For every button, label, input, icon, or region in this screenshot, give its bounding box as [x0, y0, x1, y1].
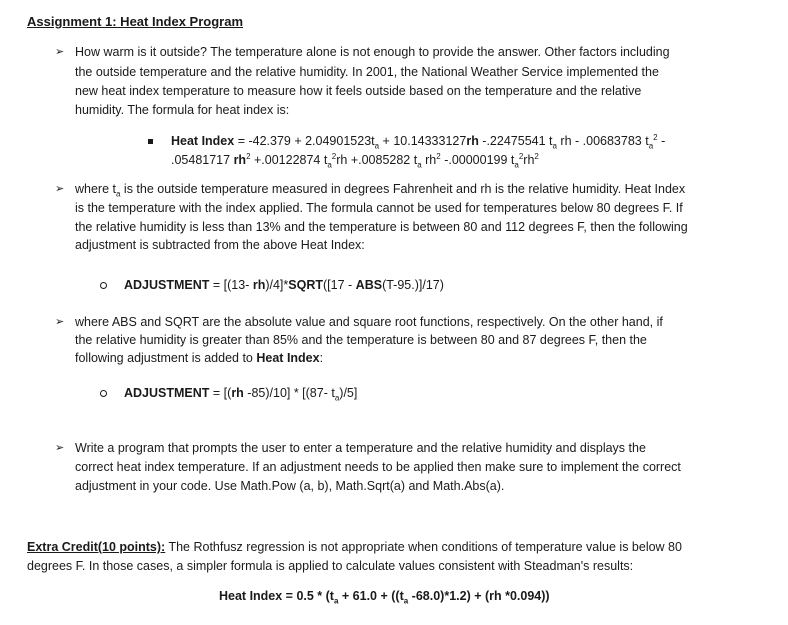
where-line-2: is the temperature with the index applied. The formula cannot be used for temperatures below 80 degrees F. If: [75, 201, 683, 215]
circle-bullet-icon: [100, 390, 107, 397]
intro-line-4: humidity. The formula for heat index is:: [75, 103, 290, 117]
adjustment-2-formula: ADJUSTMENT = [(rh -85)/10] * [(87- $t_a)/5$]: [124, 386, 358, 403]
page-title: Assignment 1: Heat Index Program: [27, 14, 243, 29]
where-line-1: where $t_a$ is the outside temperature measured in degrees Fahrenheit and rh is the relative humidity. Heat Index: [75, 182, 686, 199]
intro-line-2: the outside temperature and the relative humidity. In 2001, the National Weather Service implemented the: [75, 65, 659, 79]
where-line-4: adjustment is subtracted from the above Heat Index:: [75, 238, 365, 252]
intro-line-3: new heat index temperature to measure how it feels outside based on the temperature and the relative: [75, 84, 642, 98]
abs-line-2: the relative humidity is greater than 85% and the temperature is between 80 and 87 degrees F, then the: [75, 333, 647, 347]
arrow-bullet-icon: ➢: [55, 46, 65, 58]
abs-line-1: where ABS and SQRT are the absolute value and square root functions, respectively. On the other hand, if: [75, 315, 663, 329]
arrow-bullet-icon: ➢: [55, 442, 65, 454]
program-line-3: adjustment in your code. Use Math.Pow (a, b), Math.Sqrt(a) and Math.Abs(a).: [75, 479, 505, 493]
arrow-bullet-icon: ➢: [55, 183, 65, 195]
heat-index-formula-line-2: .05481717 $rh^2 +.00122874$ $t_a^2rh +.0085282$ $t_a$ $rh^2$ -.00000199 $t_a^2rh^2$: [171, 151, 539, 170]
extra-credit-line-1: Extra Credit(10 points): The Rothfusz regression is not appropriate when conditions of temperature value is below 80: [27, 540, 682, 554]
intro-line-1: How warm is it outside? The temperature alone is not enough to provide the answer. Other factors including: [75, 45, 670, 59]
arrow-bullet-icon: ➢: [55, 316, 65, 328]
adjustment-1-formula: ADJUSTMENT = [(13- rh)/4]*SQRT([17 - ABS(T-95.)]/17): [124, 278, 444, 292]
program-line-2: correct heat index temperature. If an adjustment needs to be applied then make sure to implement the correct: [75, 460, 681, 474]
simple-heat-index-formula: Heat Index = $0.5 * (t_a + 61.0 + ((t_a$ -68.0)*1.2) + (rh *0.094)): [219, 589, 550, 606]
square-bullet-icon: [148, 139, 153, 144]
circle-bullet-icon: [100, 282, 107, 289]
formula-label: Heat Index: [171, 134, 235, 148]
abs-line-3: following adjustment is added to Heat Index:: [75, 351, 324, 365]
extra-credit-label: Extra Credit(10 points):: [27, 540, 166, 554]
heat-index-formula-line-1: Heat Index = $-42.379 + 2.04901523t_a + 10.14333127rh$ -.22475541 $t_a$ rh - .00683783 $t_a^2$ -: [171, 132, 666, 151]
program-line-1: Write a program that prompts the user to enter a temperature and the relative humidity and displays the: [75, 441, 646, 455]
extra-credit-line-2: degrees F. In those cases, a simpler formula is applied to calculate values consistent with Steadman's results:: [27, 559, 634, 573]
where-line-3: the relative humidity is less than 13% and the temperature is between 80 and 112 degrees F, then the following: [75, 220, 688, 234]
